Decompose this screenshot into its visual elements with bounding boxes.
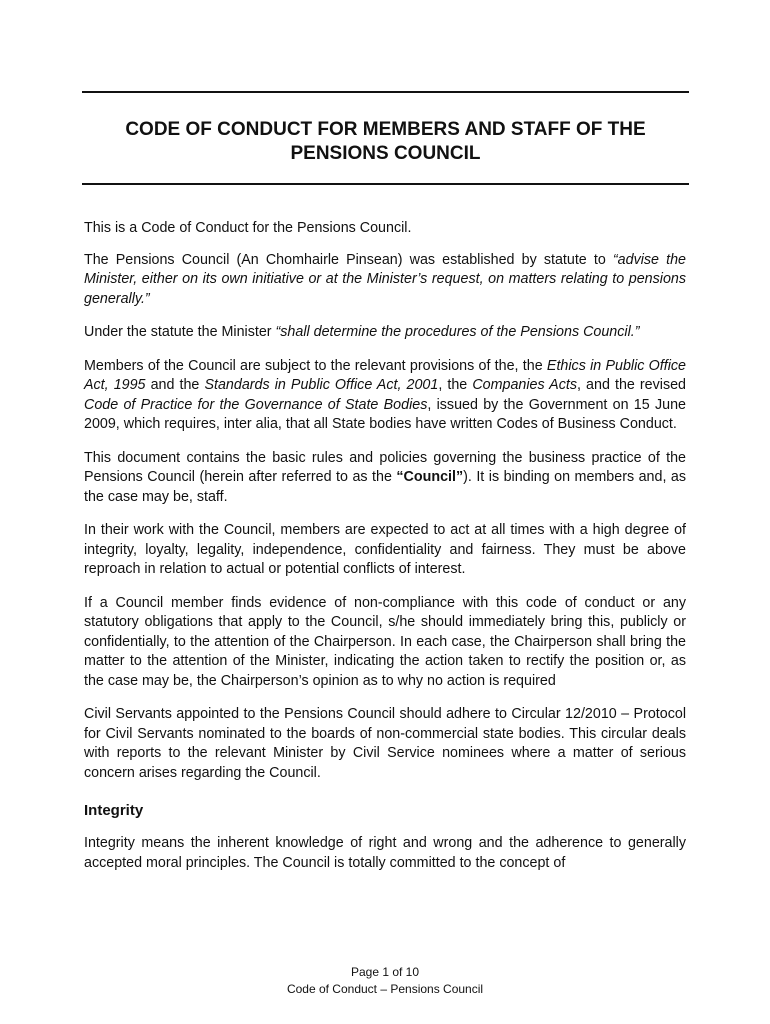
paragraph-civil-servants — [84, 705, 686, 783]
paragraph-non-compliance — [84, 594, 686, 692]
document-title-line-2: PENSIONS COUNCIL — [290, 143, 481, 164]
paragraph-text: In their work with the Council, members are expected to act at all times with a high degree of integrity, loyalty, legality, independence, confidentiality and fairness. They must be above reproach in relation to actual or potential conflicts of interest. — [84, 522, 686, 577]
paragraph-text: The Pensions Council (An Chomhairle Pinsean) was established by statute to — [84, 251, 613, 268]
statute-quote: “advise the Minister, either on its own initiative or at the Minister’s request, on matters relating to pensions generally.” — [84, 251, 687, 307]
page-number: Page 1 of 10 — [350, 965, 420, 979]
section-heading-integrity: Integrity — [84, 802, 144, 819]
paragraph-establishment — [84, 251, 686, 310]
paragraph-text: , and the revised — [577, 377, 687, 393]
paragraph-text: Civil Servants appointed to the Pensions Council should adhere to Circular 12/2010 – Protocol for Civil Servants nominated to the boards of non-commercial state bodies. This circular deals with reports to the relevant Minister by Civil Service nominees where a matter of serious concern arises regarding the Council. — [84, 706, 686, 781]
paragraph-text: This document contains the basic rules and policies governing the business practice of the Pensions Council (herein after referred to as the — [84, 449, 686, 485]
council-term: “Council” — [396, 469, 464, 485]
paragraph-legislation — [84, 357, 686, 435]
paragraph-expectations — [84, 521, 686, 580]
paragraph-intro — [84, 219, 686, 239]
act-title: Standards in Public Office Act, 2001 — [204, 377, 439, 393]
paragraph-integrity — [84, 834, 686, 873]
act-title: Companies Acts — [472, 377, 577, 393]
paragraph-text: ). It is binding on members and, as the case may be, staff. — [84, 469, 687, 505]
page-footer — [0, 964, 770, 998]
document-title — [82, 118, 689, 166]
paragraph-procedures — [84, 323, 686, 343]
act-title: Ethics in Public Office Act, 1995 — [84, 357, 686, 393]
document-body — [84, 219, 686, 887]
title-bottom-rule — [82, 183, 689, 185]
paragraph-text: Members of the Council are subject to the relevant provisions of the, the — [84, 357, 547, 374]
statute-quote: “shall determine the procedures of the Pensions Council.” — [275, 324, 640, 340]
paragraph-text: This is a Code of Conduct for the Pensions Council. — [84, 220, 412, 236]
paragraph-text: , issued by the Government on 15 June 2009, which requires, inter alia, that all State bodies have written Codes of Business Conduct. — [84, 396, 686, 432]
code-title: Code of Practice for the Governance of State Bodies — [84, 396, 428, 413]
footer-document-title: Code of Conduct – Pensions Council — [286, 982, 484, 996]
title-top-rule — [82, 91, 689, 93]
document-title-line-1: CODE OF CONDUCT FOR MEMBERS AND STAFF OF THE — [125, 119, 646, 140]
paragraph-text: and the — [145, 377, 205, 393]
paragraph-text: Integrity means the inherent knowledge of right and wrong and the adherence to generally accepted moral principles. The Council is totally committed to the concept of — [84, 835, 686, 871]
paragraph-text: , the — [438, 377, 473, 393]
paragraph-scope — [84, 449, 686, 508]
paragraph-text: If a Council member finds evidence of non-compliance with this code of conduct or any statutory obligations that apply to the Council, s/he should immediately bring this, publicly or confidentially, to the attention of the Chairperson. In each case, the Chairperson shall bring the matter to the attention of the Minister, indicating the action taken to rectify the position or, as the case may be, the Chairperson’s opinion as to why no action is required — [84, 594, 686, 689]
paragraph-text: Under the statute the Minister — [84, 324, 276, 340]
